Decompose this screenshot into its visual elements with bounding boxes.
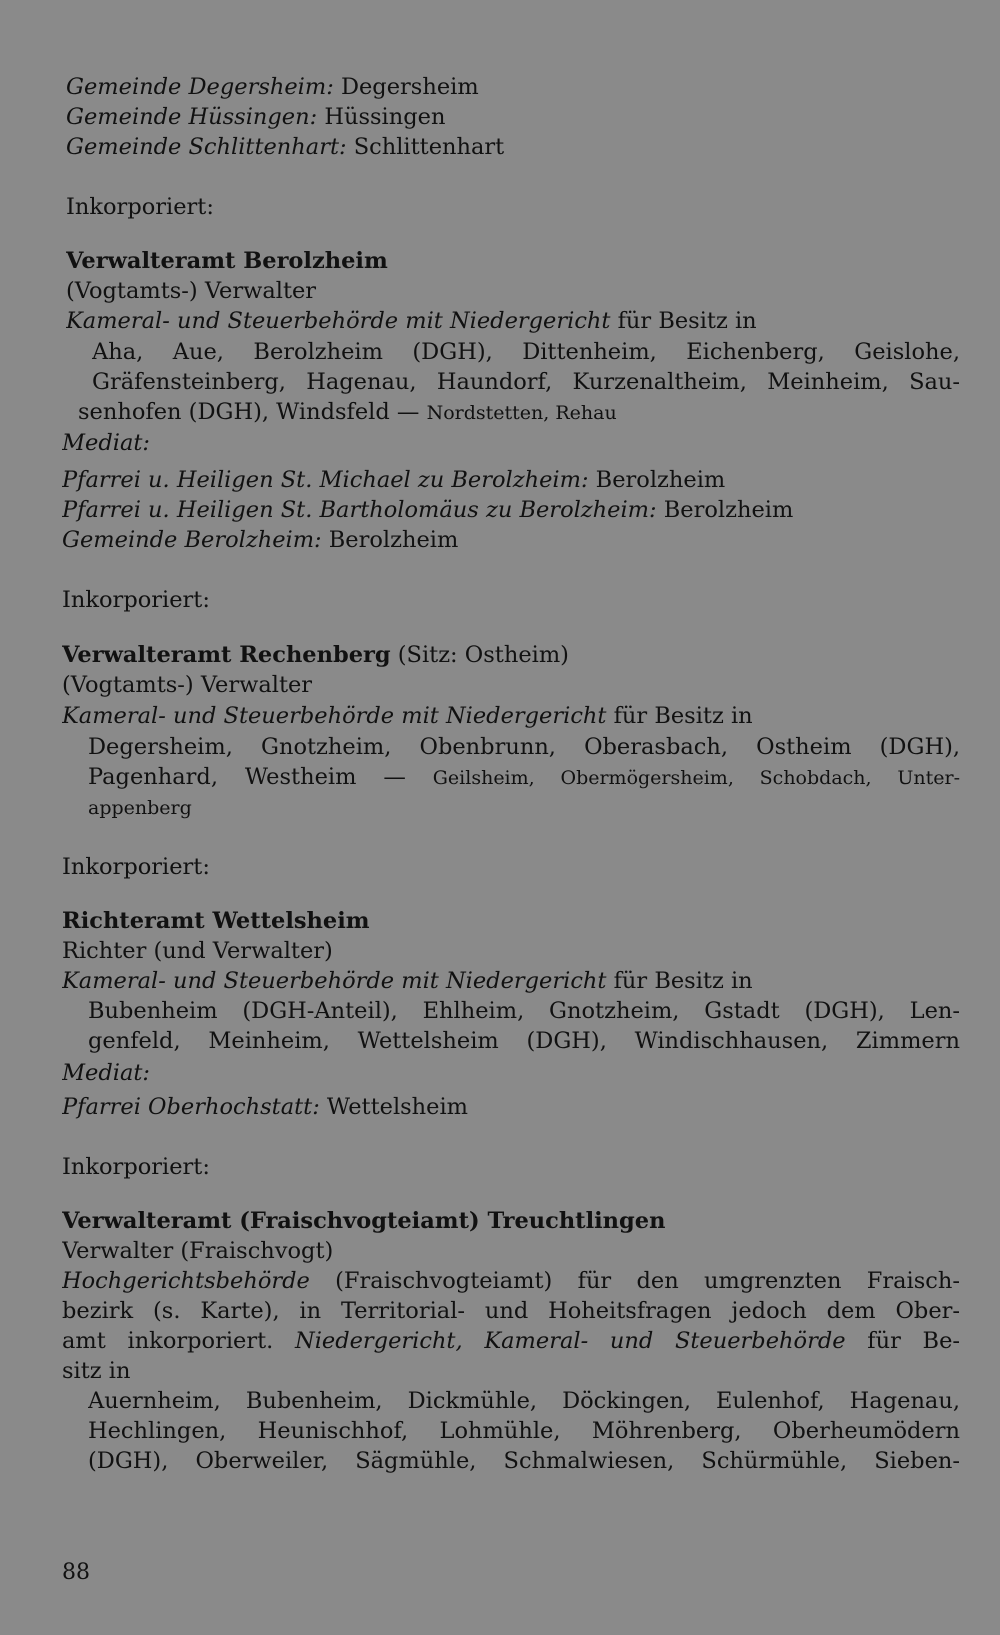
line-text: Inkorporiert:	[62, 854, 210, 880]
text-line	[88, 1386, 960, 1416]
line-text: Verwalter (Fraischvogt)	[62, 1238, 334, 1264]
line-text: (Vogtamts-) Verwalter	[66, 278, 317, 304]
line-text: senhofen (DGH), Windsfeld —	[78, 399, 427, 425]
italic-label: Kameral- und Steuerbehörde mit Niedergericht	[66, 308, 611, 334]
line-text: für Be-	[845, 1328, 960, 1354]
text-line	[92, 337, 960, 367]
line-text: für Besitz in	[610, 308, 757, 334]
text-line	[88, 1446, 960, 1476]
text-line	[66, 306, 960, 336]
text-line	[62, 640, 960, 670]
text-line	[66, 72, 960, 102]
italic-label: Kameral- und Steuerbehörde mit Niedergericht	[62, 703, 607, 729]
text-line	[62, 495, 960, 525]
italic-label: Hochgerichtsbehörde	[62, 1268, 310, 1294]
text-line	[62, 701, 960, 731]
italic-label: Gemeinde Berolzheim:	[62, 527, 322, 553]
text-line	[62, 1296, 960, 1326]
text-line	[62, 1326, 960, 1356]
line-text: für Besitz in	[606, 703, 753, 729]
text-line	[62, 966, 960, 996]
line-text: appenberg	[88, 797, 192, 819]
text-line	[88, 762, 960, 792]
text-line	[62, 936, 960, 966]
line-text: Nordstetten, Rehau	[426, 402, 617, 424]
section-heading: Verwalteramt (Fraischvogteiamt) Treuchtlingen	[62, 1208, 666, 1234]
text-line	[92, 367, 960, 397]
line-text: für Besitz in	[606, 968, 753, 994]
line-text: Degersheim, Gnotzheim, Obenbrunn, Oberasbach, Ostheim (DGH),	[88, 734, 960, 760]
line-text: Inkorporiert:	[62, 587, 210, 613]
section-heading: Verwalteramt Berolzheim	[66, 248, 388, 274]
line-text: (DGH), Oberweiler, Sägmühle, Schmalwiesen, Schürmühle, Sieben-	[88, 1448, 960, 1474]
italic-label: Niedergericht, Kameral- und Steuerbehörde	[295, 1328, 846, 1354]
line-text: (Vogtamts-) Verwalter	[62, 672, 313, 698]
line-text: (Sitz: Ostheim)	[390, 642, 569, 668]
italic-label: Pfarrei Oberhochstatt:	[62, 1094, 320, 1120]
text-line	[62, 1152, 960, 1182]
text-line	[66, 246, 960, 276]
italic-label: Gemeinde Degersheim:	[66, 74, 334, 100]
line-text: Pagenhard, Westheim —	[88, 764, 433, 790]
text-line	[62, 1206, 960, 1236]
line-text: (Fraischvogteiamt) für den umgrenzten Fraisch-	[309, 1268, 960, 1294]
line-text: bezirk (s. Karte), in Territorial- und Hoheitsfragen jedoch dem Ober-	[62, 1298, 960, 1324]
line-text: Berolzheim	[588, 467, 726, 493]
text-line	[62, 852, 960, 882]
text-line	[78, 397, 960, 428]
section-heading: Verwalteramt Rechenberg	[62, 642, 391, 668]
line-text: Berolzheim	[321, 527, 459, 553]
line-text: Schlittenhart	[346, 134, 505, 160]
text-line	[66, 132, 960, 162]
italic-label: Pfarrei u. Heiligen St. Bartholomäus zu Berolzheim:	[62, 497, 657, 523]
text-line	[62, 1092, 960, 1122]
italic-label: Mediat:	[62, 430, 150, 456]
line-text: Gräfensteinberg, Hagenau, Haundorf, Kurzenaltheim, Meinheim, Sau-	[92, 369, 960, 395]
line-text: genfeld, Meinheim, Wettelsheim (DGH), Windischhausen, Zimmern	[88, 1028, 960, 1054]
text-line	[62, 1356, 960, 1386]
line-text: Bubenheim (DGH-Anteil), Ehlheim, Gnotzheim, Gstadt (DGH), Len-	[88, 998, 960, 1024]
line-text: Berolzheim	[656, 497, 794, 523]
text-line	[62, 1236, 960, 1266]
text-line	[88, 996, 960, 1026]
text-line	[88, 1026, 960, 1056]
line-text: Hüssingen	[317, 104, 446, 130]
italic-label: Gemeinde Hüssingen:	[66, 104, 318, 130]
italic-label: Pfarrei u. Heiligen St. Michael zu Berolzheim:	[62, 467, 589, 493]
text-line	[62, 670, 960, 700]
text-line	[62, 906, 960, 936]
line-text: Inkorporiert:	[62, 1154, 210, 1180]
line-text: Richter (und Verwalter)	[62, 938, 333, 964]
line-text: sitz in	[62, 1358, 131, 1384]
text-line	[66, 192, 960, 222]
line-text: Hechlingen, Heunischhof, Lohmühle, Möhrenberg, Oberheumödern	[88, 1418, 960, 1444]
line-text: Auernheim, Bubenheim, Dickmühle, Döckingen, Eulenhof, Hagenau,	[88, 1388, 960, 1414]
text-line	[62, 465, 960, 495]
section-heading: Richteramt Wettelsheim	[62, 908, 370, 934]
line-text: Geilsheim, Obermögersheim, Schobdach, Unter-	[432, 767, 960, 789]
text-line	[66, 276, 960, 306]
text-line	[62, 525, 960, 555]
text-line	[62, 1266, 960, 1296]
text-line	[62, 585, 960, 615]
text-line	[66, 102, 960, 132]
italic-label: Kameral- und Steuerbehörde mit Niedergericht	[62, 968, 607, 994]
line-text: Inkorporiert:	[66, 194, 214, 220]
italic-label: Mediat:	[62, 1060, 150, 1086]
line-text: Aha, Aue, Berolzheim (DGH), Dittenheim, Eichenberg, Geislohe,	[92, 339, 960, 365]
page-number: 88	[62, 1560, 90, 1585]
text-line	[88, 792, 960, 823]
italic-label: Gemeinde Schlittenhart:	[66, 134, 347, 160]
line-text: Wettelsheim	[319, 1094, 469, 1120]
line-text: Degersheim	[333, 74, 479, 100]
text-line	[88, 732, 960, 762]
text-line	[62, 428, 960, 458]
text-line	[88, 1416, 960, 1446]
line-text: amt inkorporiert.	[62, 1328, 295, 1354]
text-line	[62, 1058, 960, 1088]
